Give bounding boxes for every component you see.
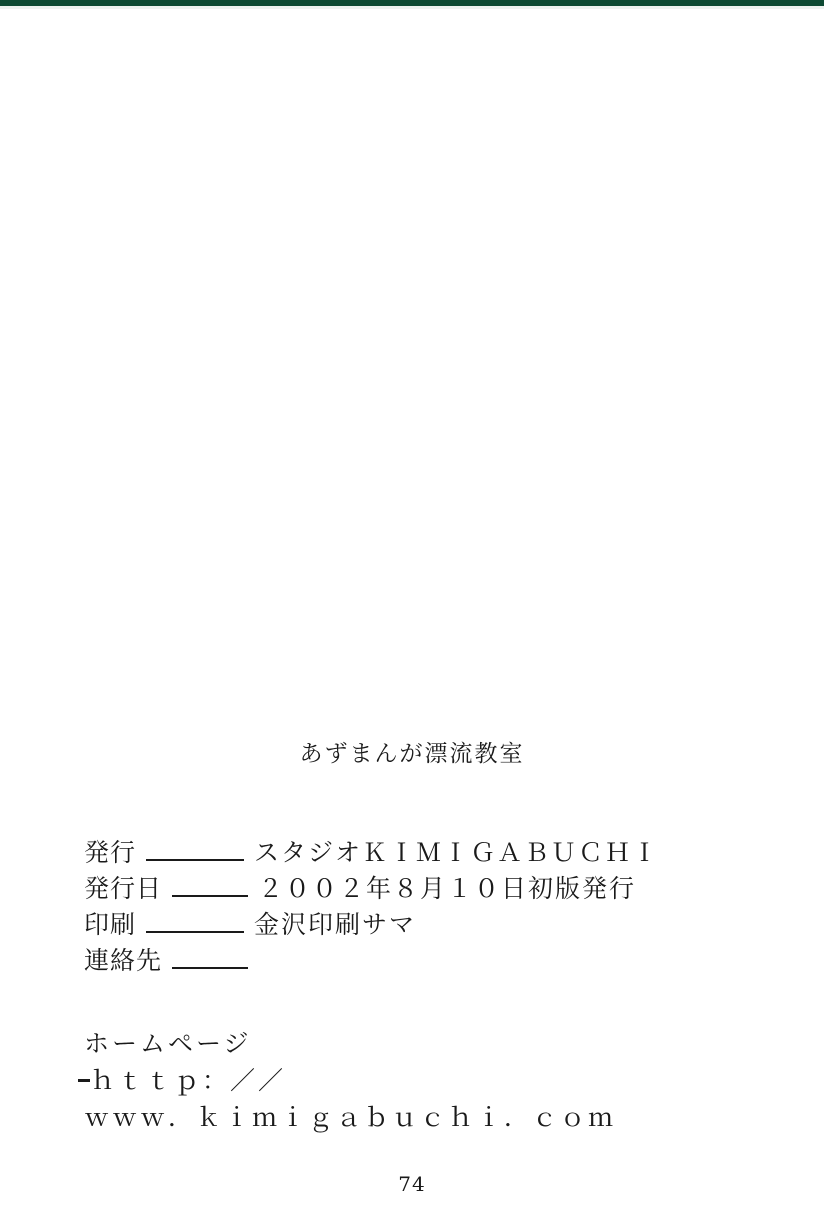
hyphen-mark-icon — [78, 1079, 90, 1082]
credit-label-publisher: 発行 — [84, 838, 137, 867]
credit-label-contact: 連絡先 — [84, 946, 163, 975]
page-top-band-fade — [0, 6, 824, 9]
credit-value-printer: 金沢印刷サマ — [254, 910, 417, 939]
credit-value-publish-date: ２００２年８月１０日初版発行 — [258, 874, 637, 903]
page-number: 74 — [398, 1172, 426, 1196]
credit-label-printer: 印刷 — [84, 910, 137, 939]
credit-label-publish-date: 発行日 — [84, 874, 163, 903]
credit-rule — [146, 859, 244, 861]
credit-row — [84, 871, 764, 907]
website-url-part-1: ｈｔｔｐ：／／ — [90, 1066, 287, 1095]
work-title: あずまんが漂流教室 — [299, 741, 525, 767]
colophon-block — [0, 735, 824, 1132]
credit-row — [84, 907, 764, 943]
credit-rule — [172, 967, 248, 969]
credit-rule — [146, 931, 244, 933]
website-url-line-2: ｗｗｗ．ｋｉｍｉｇａｂｕｃｈｉ．ｃｏｍ — [84, 1103, 617, 1132]
website-url-line-1 — [84, 1062, 784, 1099]
website-block — [84, 1025, 784, 1136]
credit-row — [84, 835, 764, 871]
credit-rule — [172, 895, 248, 897]
credit-value-publisher: スタジオＫＩＭＩＧＡＢＵＣＨＩ — [254, 838, 660, 867]
website-heading: ホームページ — [84, 1029, 252, 1058]
credits-list — [84, 835, 764, 979]
credit-row — [84, 943, 764, 979]
